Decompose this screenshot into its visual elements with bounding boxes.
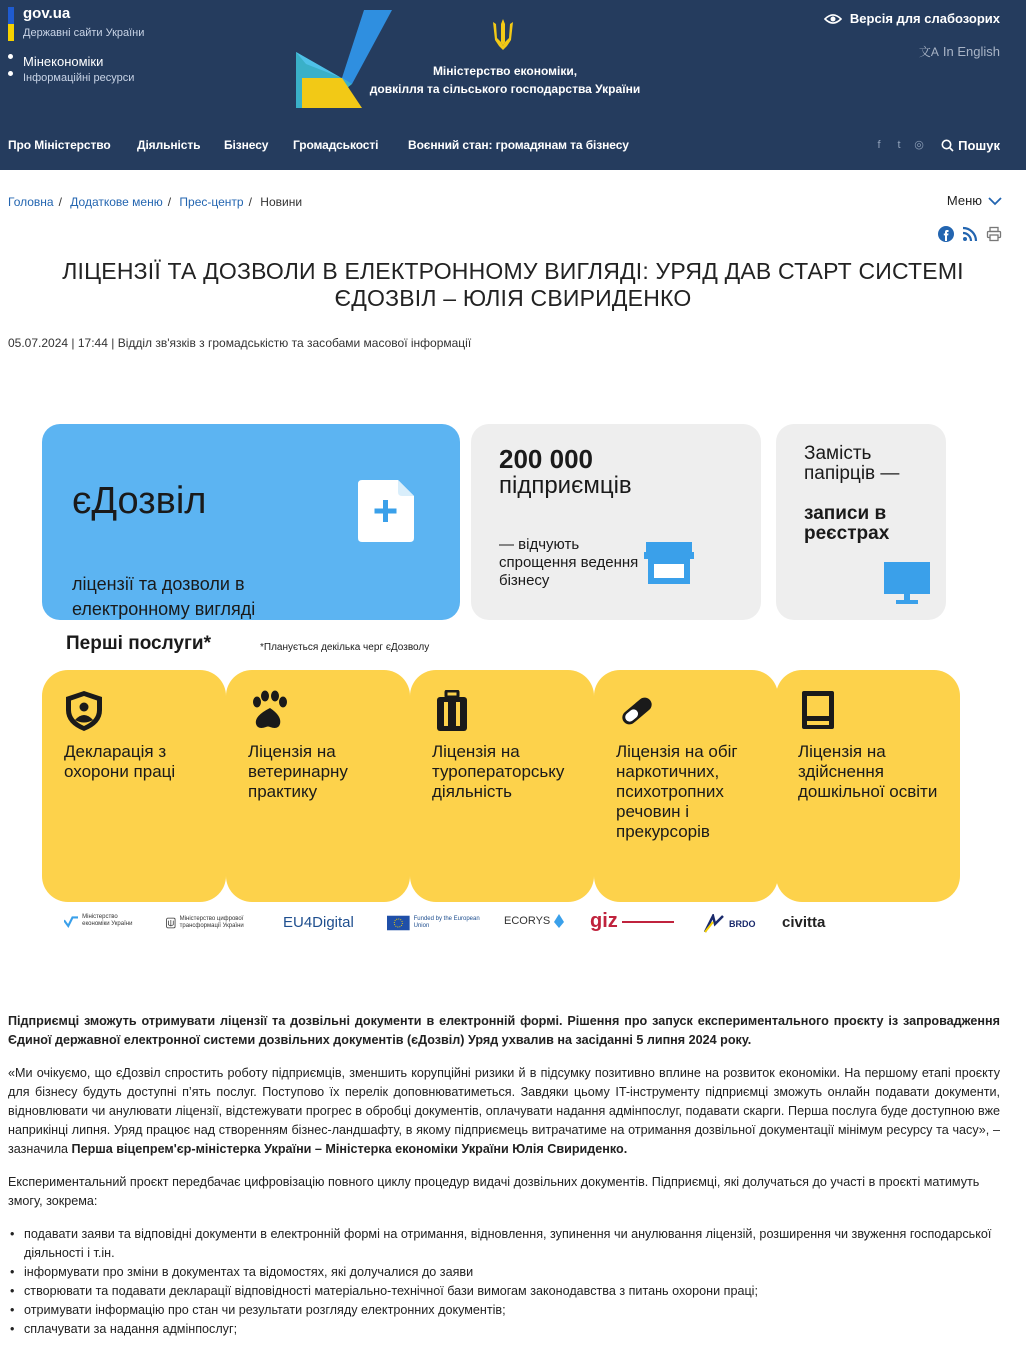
trident-small-icon [166,914,176,932]
partner-logo-mintsyfra [166,914,258,932]
service-card-labor-safety [42,670,226,902]
partner-name-eu4digital: EU4Digital [283,914,354,931]
edozvil-subtitle: ліцензії та дозволи в електронному вигляді [72,574,256,619]
services-title: Перші послуги* [66,633,211,654]
language-label: In English [942,44,1000,59]
dots-icon [8,54,14,88]
breadcrumb-additional-menu[interactable]: Додаткове меню [70,195,163,209]
list-item: • подавати заяви та відповідні документи в електронній формі на отримання, відновлення, зупинення чи анулювання ліцензій, розширення чи звуження господарської діяльності і т.ін. [8,1225,1000,1263]
nav-item-martial-law[interactable]: Воєнний стан: громадянам та бізнесу [408,138,629,152]
search-button[interactable] [941,138,1000,153]
add-document-icon [358,480,414,542]
stat-unit: підприємців [499,472,632,499]
article-body [8,1012,1000,1339]
paper-card [776,424,946,620]
partner-name-mintsyfra: Міністерство цифрової трансформації України [179,916,244,929]
partner-logo-giz [590,910,674,933]
partner-logo-brdo [703,914,756,934]
article-quote [8,1064,1000,1159]
translate-icon: 文A [918,45,939,59]
service-card-veterinary [226,670,410,902]
book-icon [798,690,838,732]
partner-name-giz: giz [590,910,618,932]
stat-number: 200 000 [499,444,593,474]
nav-item-about[interactable]: Про Міністерство [8,138,111,152]
partner-logo-eu4digital [283,914,354,931]
eye-icon [824,13,842,25]
brdo-logo-icon [703,914,725,934]
menu-label: Меню [946,193,982,208]
list-item: • інформувати про зміни в документах та відомостях, які долучалися до заяви [8,1263,1000,1282]
partner-name-ecorys: ECORYS [504,915,551,927]
quote-author: Перша віцепрем'єр-міністерка України – Міністерка економіки України Юлія Свириденко. [71,1142,628,1156]
print-icon[interactable] [986,226,1002,242]
eu-flag-icon [387,914,410,932]
twitter-icon[interactable]: t [897,139,901,151]
infographic-image [20,404,1006,964]
partner-logo-civitta [782,914,825,931]
partner-logo-ministry-economy [64,914,144,928]
ministry-name-line1: Міністерство економіки, [432,64,578,78]
edozvil-card [42,424,460,620]
partner-name-eu: Funded by the European Union [413,916,480,929]
partner-name-civitta: civitta [782,914,826,931]
low-vision-link[interactable] [824,11,1000,26]
instagram-icon[interactable]: ◎ [914,139,924,151]
service-label-narcotics: Ліцензія на обіг наркотичних, психотропних речовин і прекурсорів [616,742,738,841]
chevron-down-icon [988,196,1002,206]
breadcrumb-press-center[interactable]: Прес-центр [179,195,244,209]
search-label: Пошук [958,138,1000,153]
gov-ua-title: gov.ua [23,5,71,22]
share-buttons [938,226,1002,242]
social-links [873,139,925,151]
article-intro: Експериментальний проєкт передбачає цифровізацію повного циклу процедур видачі дозвільних документів. Підприємці, які долучаться до участі в проєкті матимуть змогу, зокрема: [8,1175,980,1208]
paper-line2: записи в реєстрах [804,503,890,544]
paper-line1: Замість папірців — [804,443,900,484]
paw-icon [248,690,288,732]
search-icon [941,139,954,152]
nav-item-activity[interactable]: Діяльність [137,138,201,152]
rss-icon[interactable] [962,226,978,242]
breadcrumb-current: Новини [260,195,303,209]
gov-ua-subtitle: Державні сайти України [23,27,145,39]
facebook-share-icon[interactable] [938,226,954,242]
ecorys-drop-icon [554,914,564,928]
edozvil-title: єДозвіл [72,480,207,522]
ministry-name-line2: довкілля та сільського господарства України [369,82,641,96]
service-card-narcotics [594,670,778,902]
giz-line [622,921,674,923]
partner-logo-ecorys [504,914,564,928]
article-list [8,1225,1000,1339]
service-label-veterinary: Ліцензія на ветеринарну практику [248,742,348,801]
facebook-icon[interactable]: f [877,139,881,151]
ukraine-flag-icon [8,7,14,41]
low-vision-label: Версія для слабозорих [849,11,1000,26]
service-card-preschool [776,670,960,902]
nav-item-business[interactable]: Бізнесу [224,138,269,152]
partner-name-ministry-economy: Міністерство економіки України [82,914,133,927]
ministry-name [360,62,650,98]
language-switch[interactable] [919,43,1000,60]
trident-icon [491,18,515,52]
service-card-tour-operator [410,670,594,902]
article-lead: Підприємці зможуть отримувати ліцензії та дозвільні документи в електронній формі. Рішення про запуск експериментального проєкту із запровадження Єдиної державної електронної системи дозвільних документів (єДозвіл) Уряд ухвалив на засіданні 5 липня 2024 року. [8,1014,1000,1047]
store-icon [644,540,694,586]
service-label-preschool: Ліцензія на здійснення дошкільної освіти [798,742,938,801]
stat-card [471,424,761,620]
service-label-labor-safety: Декларація з охорони праці [64,742,176,781]
article-department: Відділ зв'язків з громадськістю та засобами масової інформації [117,336,472,350]
pill-icon [616,690,656,732]
list-item: • створювати та подавати декларації відповідності матеріально-технічної бази вимогам законодавства з питань охорони праці; [8,1282,1000,1301]
page-title: ЛІЦЕНЗІЇ ТА ДОЗВОЛИ В ЕЛЕКТРОННОМУ ВИГЛЯДІ: УРЯД ДАВ СТАРТ СИСТЕМІ ЄДОЗВІЛ – ЮЛІЯ СВИРИДЕНКО [62,258,964,311]
menu-toggle[interactable] [947,193,1002,208]
partner-logos [60,910,960,940]
monitor-icon [884,562,930,604]
article-meta: 05.07.2024 | 17:44 | Відділ зв'язків з громадськістю та засобами масової інформації [8,336,472,350]
nav-item-public[interactable]: Громадськості [293,138,379,152]
services-note: *Планується декілька черг єДозволу [260,642,430,653]
ministry-short-subtitle: Інформаційні ресурси [23,72,135,84]
quote-text: «Ми очікуємо, що єДозвіл спростить роботу підприємців, зменшить корупційні ризики й в підсумку позитивно вплине на розвиток економіки. На першому етапі проєкту для бізнесу будуть доступні п’ять послуг. Поступово їх перелік доповнюватиметься. Завдяки цьому IT-інструменту підприємці зможуть онлайн подавати документи, відновлювати чи анулювати ліцензії, відстежувати прогрес в обробці документів, оплачувати надання адмінпослуг, подавати скарги. Перша послуга буде доступною вже наприкінці липня. Уряд працює над створенням бізнес-ландшафту, в якому підприємець витрачатиме на отримання дозвільної документації мінімум ресурсу та часу», – зазначила [8,1066,1000,1156]
list-item: • отримувати інформацію про стан чи результати розгляду електронних документів; [8,1301,1000,1320]
ministry-economy-logo-icon [64,914,78,928]
breadcrumb: Головна / Додаткове меню / Прес-центр / Новини [8,195,303,209]
breadcrumb-home[interactable]: Головна [8,195,54,209]
shield-person-icon [64,690,104,732]
partner-name-brdo: BRDO [729,919,756,929]
service-label-tour-operator: Ліцензія на туроператорську діяльність [432,742,565,801]
list-item: • сплачувати за надання адмінпослуг; [8,1320,1000,1339]
partner-logo-eu [387,914,481,932]
suitcase-icon [432,690,472,732]
article-date: 05.07.2024 [8,336,69,350]
article-time: 17:44 [77,336,108,350]
stat-note: — відчують спрощення ведення бізнесу [499,536,639,589]
site-header [0,0,1026,170]
ministry-short-title: Мінекономіки [23,54,104,69]
